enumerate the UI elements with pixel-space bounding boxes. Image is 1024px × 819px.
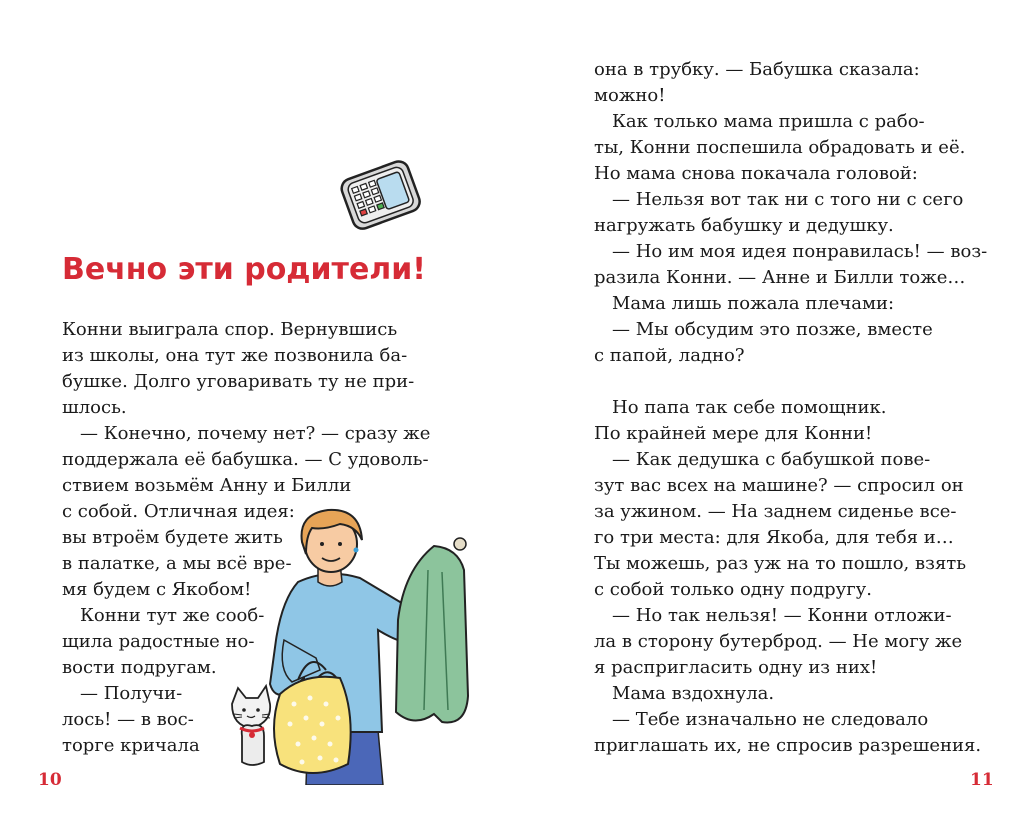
text-line: Мама лишь пожала плечами: bbox=[612, 293, 895, 314]
text-line: с собой. Отличная идея: bbox=[62, 501, 295, 522]
text-line: за ужином. — На заднем сиденье все- bbox=[594, 501, 957, 522]
text-line: Конни тут же сооб- bbox=[80, 605, 265, 626]
text-line: — Получи- bbox=[80, 683, 183, 704]
mobile-phone-illustration bbox=[336, 155, 426, 237]
text-line: Но папа так себе помощник. bbox=[612, 397, 887, 418]
text-line: я распригласить одну из них! bbox=[594, 657, 878, 678]
woman-with-bag-illustration bbox=[228, 500, 478, 785]
chapter-title: Вечно эти родители! bbox=[62, 252, 426, 287]
text-line: вости подругам. bbox=[62, 657, 217, 678]
page-number-left: 10 bbox=[38, 770, 62, 790]
text-line: приглашать их, не спросив разрешения. bbox=[594, 735, 982, 756]
text-line: Мама вздохнула. bbox=[612, 683, 775, 704]
text-line: Как только мама пришла с рабо- bbox=[612, 111, 925, 132]
text-line: — Нельзя вот так ни с того ни с сего bbox=[612, 189, 964, 210]
text-line: щила радостные но- bbox=[62, 631, 255, 652]
text-line: — Мы обсудим это позже, вместе bbox=[612, 319, 933, 340]
text-line: Конни выиграла спор. Вернувшись bbox=[62, 319, 398, 340]
text-line: из школы, она тут же позвонила ба- bbox=[62, 345, 408, 366]
text-line: с собой только одну подругу. bbox=[594, 579, 872, 600]
text-line: лось! — в вос- bbox=[62, 709, 194, 730]
text-line: По крайней мере для Конни! bbox=[594, 423, 873, 444]
text-line: нагружать бабушку и дедушку. bbox=[594, 215, 894, 236]
text-line: ствием возьмём Анну и Билли bbox=[62, 475, 352, 496]
text-line: она в трубку. — Бабушка сказала: bbox=[594, 59, 920, 80]
text-line: Ты можешь, раз уж на то пошло, взять bbox=[594, 553, 967, 574]
text-line: разила Конни. — Анне и Билли тоже… bbox=[594, 267, 966, 288]
text-line: зут вас всех на машине? — спросил он bbox=[594, 475, 964, 496]
text-line: го три места: для Якоба, для тебя и… bbox=[594, 527, 954, 548]
text-line: с папой, ладно? bbox=[594, 345, 745, 366]
text-line: ты, Конни поспешила обрадовать и её. bbox=[594, 137, 966, 158]
text-line: бушке. Долго уговаривать ту не при- bbox=[62, 371, 415, 392]
text-line: — Как дедушка с бабушкой пове- bbox=[612, 449, 931, 470]
text-line: — Тебе изначально не следовало bbox=[612, 709, 929, 730]
text-line: в палатке, а мы всё вре- bbox=[62, 553, 292, 574]
text-line: — Конечно, почему нет? — сразу же bbox=[80, 423, 431, 444]
text-line: ла в сторону бутерброд. — Не могу же bbox=[594, 631, 963, 652]
text-line: — Но так нельзя! — Конни отложи- bbox=[612, 605, 952, 626]
text-line: поддержала её бабушка. — С удоволь- bbox=[62, 449, 429, 470]
text-line: шлось. bbox=[62, 397, 127, 418]
text-line: мя будем с Якобом! bbox=[62, 579, 252, 600]
text-line: вы втроём будете жить bbox=[62, 527, 283, 548]
text-line: — Но им моя идея понравилась! — воз- bbox=[612, 241, 988, 262]
text-line: можно! bbox=[594, 85, 666, 106]
text-line: Но мама снова покачала головой: bbox=[594, 163, 918, 184]
text-line: торге кричала bbox=[62, 735, 200, 756]
page-number-right: 11 bbox=[970, 770, 994, 790]
